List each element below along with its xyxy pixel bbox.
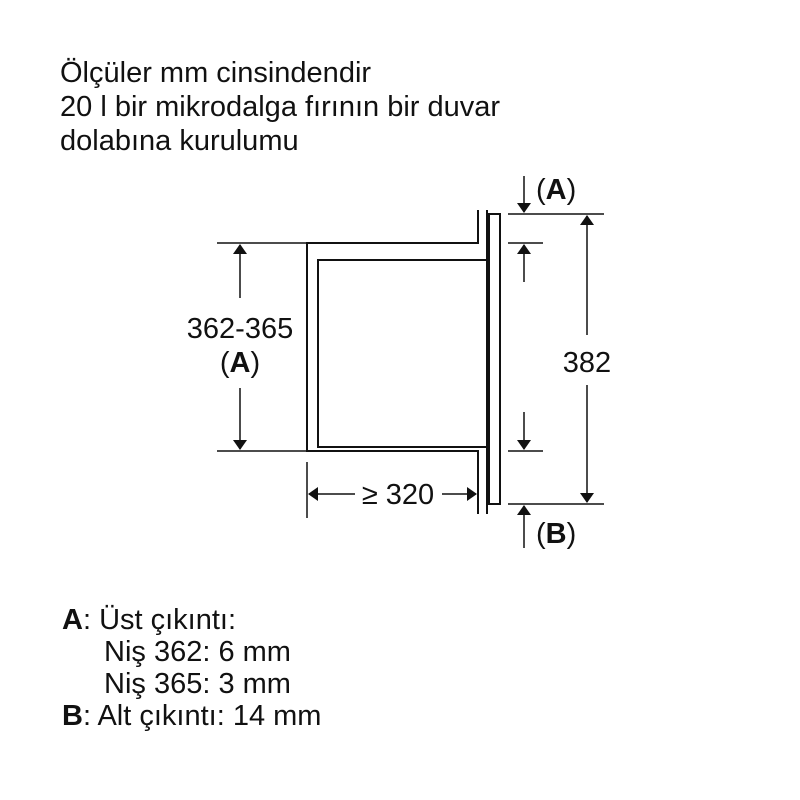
- cabinet-outline: [307, 210, 487, 514]
- left-paren-close: ): [250, 347, 261, 379]
- top-paren-close: ): [566, 174, 577, 206]
- bottom-letter: B: [545, 518, 567, 550]
- left-dimension-letter-group: [220, 347, 260, 379]
- bottom-offset-label: [536, 518, 576, 550]
- depth-dimension-value: ≥ 320: [361, 479, 435, 511]
- left-letter: A: [229, 347, 251, 379]
- legend-a-line-3: Niş 365: 3 mm: [104, 668, 291, 700]
- title-line-3: dolabına kurulumu: [60, 125, 299, 157]
- bottom-paren-open: (: [536, 518, 546, 550]
- top-paren-open: (: [536, 174, 546, 206]
- top-offset-label: [536, 174, 576, 206]
- top-letter: A: [545, 174, 567, 206]
- legend-a-line-2: Niş 362: 6 mm: [104, 636, 291, 668]
- title-line-2: 20 l bir mikrodalga fırının bir duvar: [60, 91, 501, 123]
- legend: [62, 604, 321, 732]
- legend-a-text: : Üst çıkıntı:: [82, 604, 237, 636]
- title-line-1: Ölçüler mm cinsindendir: [60, 57, 372, 89]
- legend-b-key: B: [62, 700, 83, 732]
- microwave-body: [318, 260, 489, 447]
- legend-row-b: [62, 700, 321, 732]
- microwave-front-frame: [489, 214, 500, 504]
- height-dimension-value: 382: [562, 347, 612, 379]
- left-dimension-value: 362-365: [186, 313, 294, 345]
- left-paren-open: (: [219, 347, 230, 379]
- legend-row-a: [62, 604, 321, 636]
- legend-a-key: A: [62, 604, 83, 636]
- bottom-paren-close: ): [566, 518, 577, 550]
- legend-b-text: : Alt çıkıntı: 14 mm: [82, 700, 322, 732]
